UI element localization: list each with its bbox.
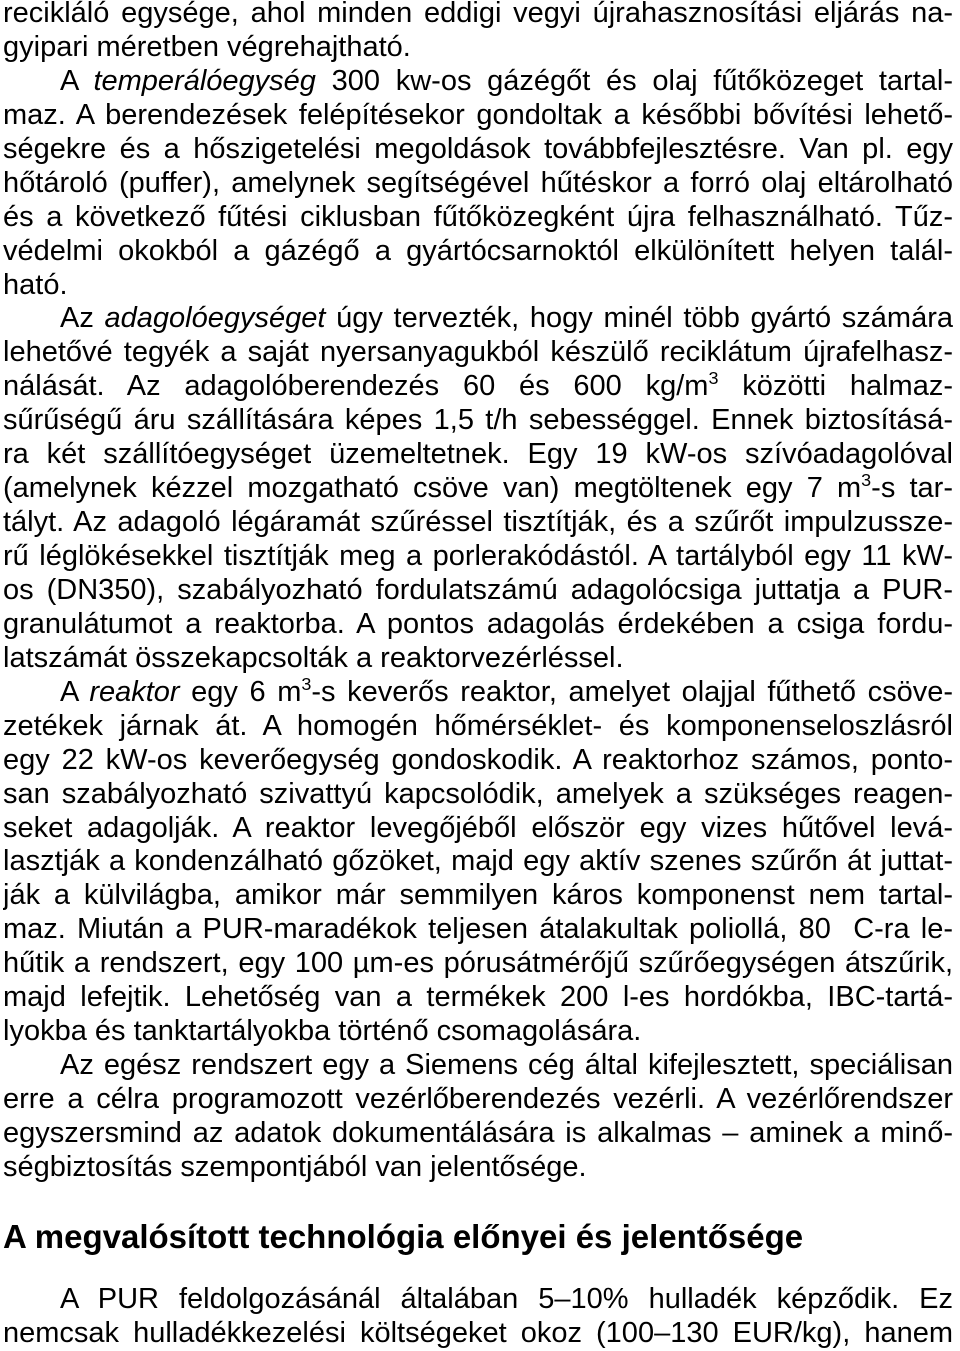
text-line: nemcsak hulladékkezelési költségeket okoz (100–130 EUR/kg), hanem: [3, 1316, 953, 1349]
text-line: [3, 676, 953, 710]
text-run: 300 kw-os gázégőt és olaj fűtőközeget tartal-: [315, 64, 953, 97]
text-run: nálását. Az adagolóberendezés 60 és 600 kg/m: [3, 370, 709, 403]
superscript: 3: [301, 675, 312, 694]
text-line: granulátumot a reaktorba. A pontos adagolás érdekében a csiga fordu-: [3, 607, 953, 640]
text-line: majd lefejtik. Lehetőség van a termékek 200 l-es hordókba, IBC-tartá-: [3, 981, 953, 1014]
italic-term: temperálóegység: [93, 64, 316, 97]
text-run: közötti halmaz-: [718, 370, 953, 403]
text-line: sűrűségű áru szállítására képes 1,5 t/h sebességgel. Ennek biztosításá-: [3, 404, 953, 437]
text-line: lyokba és tanktartályokba történő csomagolására.: [3, 1015, 642, 1048]
text-line: Az egész rendszert egy a Siemens cég által kifejlesztett, speciálisan: [60, 1049, 953, 1082]
text-line: ségbiztosítás szempontjából van jelentősége.: [3, 1150, 587, 1183]
text-line: ségekre és a hőszigetelési megoldások továbbfejlesztésre. Van pl. egy: [3, 132, 953, 165]
text-run: A: [60, 675, 90, 708]
text-run: úgy tervezték, hogy minél több gyártó számára: [325, 302, 953, 335]
text-run: A: [60, 64, 94, 97]
text-run: -s tar-: [871, 472, 953, 505]
text-line: védelmi okokból a gázégő a gyártócsarnoktól elkülönített helyen talál-: [3, 234, 953, 267]
text-line: san szabályozható szivattyú kapcsolódik, amelyek a szükséges reagen-: [3, 777, 953, 810]
text-line: egy 22 kW-os keverőegység gondoskodik. A reaktorhoz számos, ponto-: [3, 743, 953, 776]
paragraph: [3, 302, 953, 675]
text-line: [3, 370, 953, 404]
text-line: [3, 65, 953, 99]
text-line: ják a külvilágba, amikor már semmilyen káros komponenst nem tartal-: [3, 879, 953, 912]
text-line: rű léglökésekkel tisztítják meg a porlerakódástól. A tartályból egy 11 kW-: [3, 540, 953, 572]
text-line: gyipari méretben végrehajtható.: [3, 30, 411, 63]
text-line: egyszersmind az adatok dokumentálására is alkalmas – aminek a minő-: [3, 1116, 953, 1149]
paragraph: [3, 1049, 953, 1185]
text-line: [3, 302, 953, 336]
document-page: [3, 0, 953, 1351]
superscript: 3: [861, 472, 872, 491]
text-line: maz. Miután a PUR-maradékok teljesen átalakultak poliollá, 80 C-ra le-: [3, 913, 953, 946]
text-line: lehetővé tegyék a saját nyersanyagukból készülő reciklátum újrafelhasz-: [3, 336, 953, 369]
text-line: hűtik a rendszert, egy 100 µm-es pórusátmérőjű szűrőegységen átszűrik,: [3, 947, 953, 980]
text-line: ra két szállítóegységet üzemeltetnek. Egy 19 kW-os szívóadagolóval: [3, 438, 953, 471]
italic-term: reaktor: [89, 675, 180, 708]
superscript: 3: [708, 370, 719, 389]
text-line: A PUR feldolgozásánál általában 5–10% hulladék képződik. Ez: [60, 1282, 953, 1315]
paragraph: [3, 1283, 953, 1351]
text-run: Az: [60, 302, 105, 335]
text-run: (amelynek kézzel mozgatható csöve van) megtöltenek egy 7 m: [3, 472, 862, 505]
text-line: erre a célra programozott vezérlőberendezés vezérli. A vezérlőrendszer: [3, 1083, 953, 1115]
section-heading: A megvalósított technológia előnyei és jelentősége: [3, 1217, 804, 1255]
paragraph: [3, 0, 953, 65]
text-line: zetékek járnak át. A homogén hőmérséklet- és komponenseloszlásról: [3, 709, 953, 742]
text-line: ható.: [3, 268, 68, 301]
text-line: seket adagolják. A reaktor levegőjéből először egy vizes hűtővel levá-: [3, 811, 953, 844]
text-line: hőtároló (puffer), amelynek segítségével hűtéskor a forró olaj eltárolható: [3, 166, 953, 199]
text-line: tályt. Az adagoló légáramát szűréssel tisztítják, és a szűrőt impulzussze-: [3, 506, 953, 539]
italic-term: adagolóegységet: [104, 302, 326, 335]
text-line: os (DN350), szabályozható fordulatszámú adagolócsiga juttatja a PUR-: [3, 573, 953, 606]
text-line: maz. A berendezések felépítésekor gondoltak a későbbi bővítési lehető-: [3, 98, 953, 131]
paragraph: [3, 65, 953, 303]
text-run: egy 6 m: [179, 675, 302, 708]
paragraph: [3, 676, 953, 1049]
text-line: [3, 472, 953, 506]
text-line: lasztják a kondenzálható gőzöket, majd egy aktív szenes szűrőn át juttat-: [3, 845, 953, 878]
text-run: -s keverős reaktor, amelyet olajjal fűthető csöve-: [311, 675, 953, 708]
text-line: és a következő fűtési ciklusban fűtőközegként újra felhasználható. Tűz-: [3, 200, 953, 233]
text-line: recikláló egysége, ahol minden eddigi vegyi újrahasznosítási eljárás na-: [3, 0, 953, 29]
text-line: latszámát összekapcsolták a reaktorvezérléssel.: [3, 641, 624, 674]
